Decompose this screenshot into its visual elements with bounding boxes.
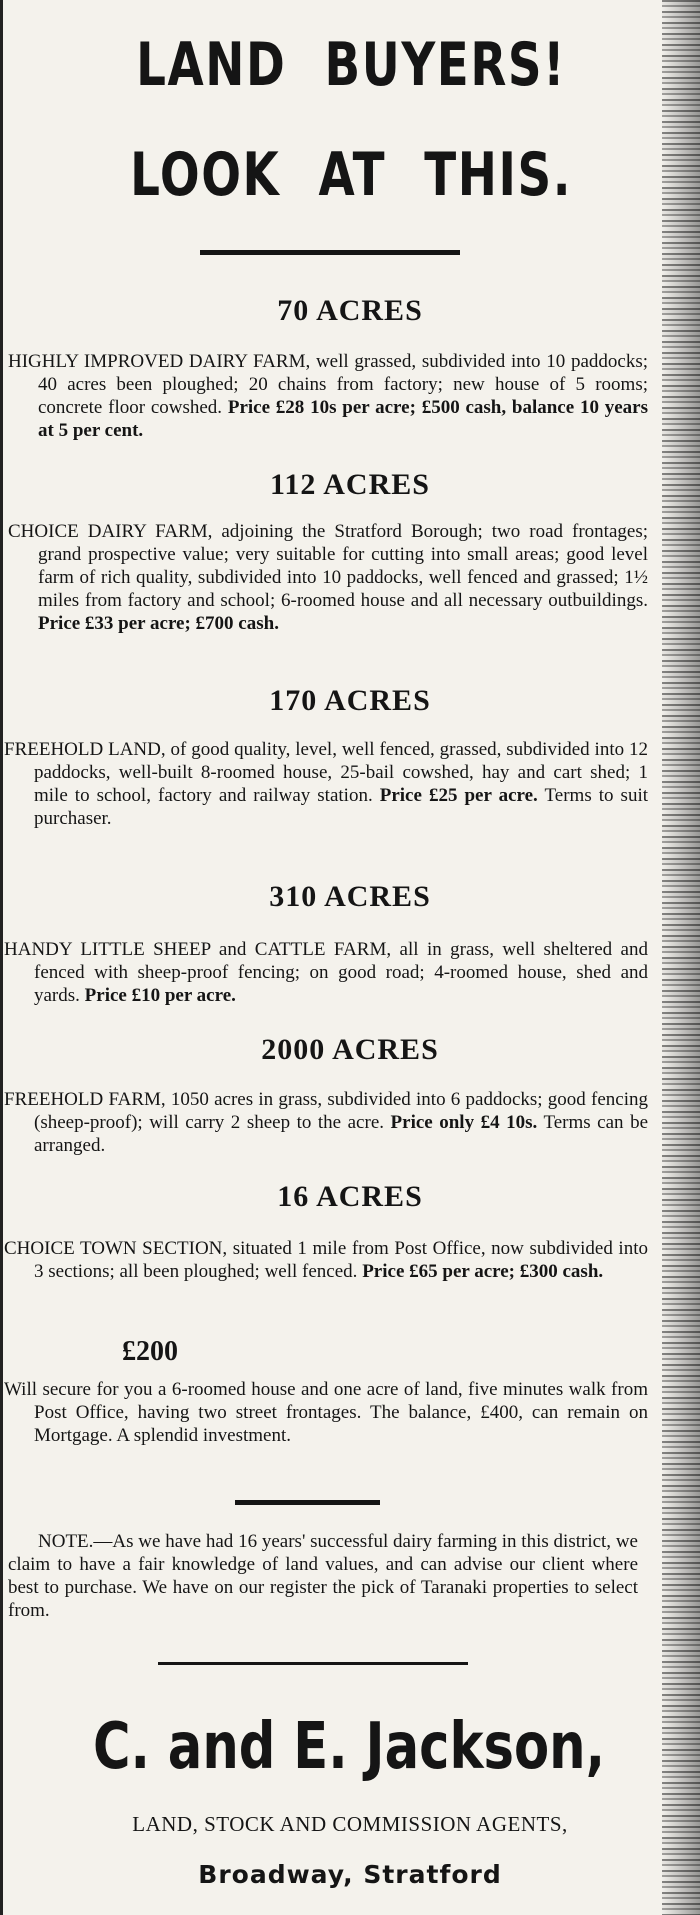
- offer-divider: [235, 1500, 380, 1505]
- firm-name: C. and E. Jackson,: [92, 1710, 606, 1784]
- headline-line-2: LOOK AT THIS.: [130, 140, 573, 210]
- listing-price: Price £10 per acre.: [84, 985, 236, 1006]
- listing-terms: Terms can be arranged.: [34, 1112, 648, 1156]
- listing-terms: Terms to suit purchaser.: [34, 785, 648, 829]
- listing-text: FREEHOLD FARM, 1050 acres in grass, subdivided into 6 paddocks; good fencing (sheep-proof); will carry 2 sheep to the acre.: [4, 1089, 648, 1133]
- listing-description-16: [4, 1237, 648, 1283]
- torn-page-edge: [662, 0, 700, 1915]
- listing-text: FREEHOLD LAND, of good quality, level, well fenced, grassed, subdivided into 12 paddocks, well-built 8-roomed house, 25-bail cowshed, hay and cart shed; 1 mile to school, factory and railway station.: [4, 739, 648, 806]
- offer-amount: £200: [122, 1336, 178, 1367]
- listing-price: Price only £4 10s.: [390, 1112, 538, 1133]
- listing-acres-170: 170 ACRES: [269, 684, 431, 717]
- listing-price: Price £25 per acre.: [379, 785, 538, 806]
- firm-role: LAND, STOCK AND COMMISSION AGENTS,: [132, 1812, 568, 1836]
- listing-description-310: [4, 938, 648, 1007]
- listing-price: Price £28 10s per acre; £500 cash, balance 10 years at 5 per cent.: [38, 397, 648, 441]
- listing-description-2000: [4, 1088, 648, 1157]
- listing-description-70: [8, 350, 648, 442]
- listing-text: CHOICE TOWN SECTION, situated 1 mile from Post Office, now subdivided into 3 sections; all been ploughed; well fenced.: [4, 1238, 648, 1282]
- headline-line-1: LAND BUYERS!: [136, 30, 567, 100]
- listing-text: HANDY LITTLE SHEEP and CATTLE FARM, all in grass, well sheltered and fenced with sheep-proof fencing; on good road; 4-roomed house, shed and yards.: [4, 939, 648, 1006]
- note-paragraph: NOTE.—As we have had 16 years' successful dairy farming in this district, we claim to have a fair knowledge of land values, and can advise our client where best to purchase. We have on our register the pick of Taranaki properties to select from.: [8, 1531, 638, 1621]
- listing-text: CHOICE DAIRY FARM, adjoining the Stratford Borough; two road frontages; grand prospective value; very suitable for cutting into small areas; good level farm of rich quality, subdivided into 10 paddocks, well fenced and grassed; 1½ miles from factory and school; 6-roomed house and all necessary outbuildings.: [8, 521, 648, 611]
- listing-acres-112: 112 ACRES: [270, 468, 430, 501]
- listing-description-112: [8, 520, 648, 635]
- listing-acres-70: 70 ACRES: [277, 294, 423, 327]
- listing-acres-2000: 2000 ACRES: [261, 1033, 439, 1066]
- listing-price: Price £65 per acre; £300 cash.: [362, 1261, 604, 1282]
- firm-address: Broadway, Stratford: [198, 1860, 502, 1889]
- listing-text: HIGHLY IMPROVED DAIRY FARM, well grassed, subdivided into 10 paddocks; 40 acres been ploughed; 20 chains from factory; new house of 5 rooms; concrete floor cowshed.: [8, 351, 648, 418]
- column-rule: [0, 0, 3, 1915]
- listing-price: Price £33 per acre; £700 cash.: [38, 613, 279, 634]
- offer-description: Will secure for you a 6-roomed house and one acre of land, five minutes walk from Post Office, having two street frontages. The balance, £400, can remain on Mortgage. A splendid investment.: [4, 1379, 648, 1446]
- footer-divider: [158, 1662, 468, 1665]
- listing-description-170: [4, 738, 648, 830]
- listing-acres-16: 16 ACRES: [277, 1180, 423, 1213]
- headline-divider: [200, 250, 460, 255]
- listing-acres-310: 310 ACRES: [269, 880, 431, 913]
